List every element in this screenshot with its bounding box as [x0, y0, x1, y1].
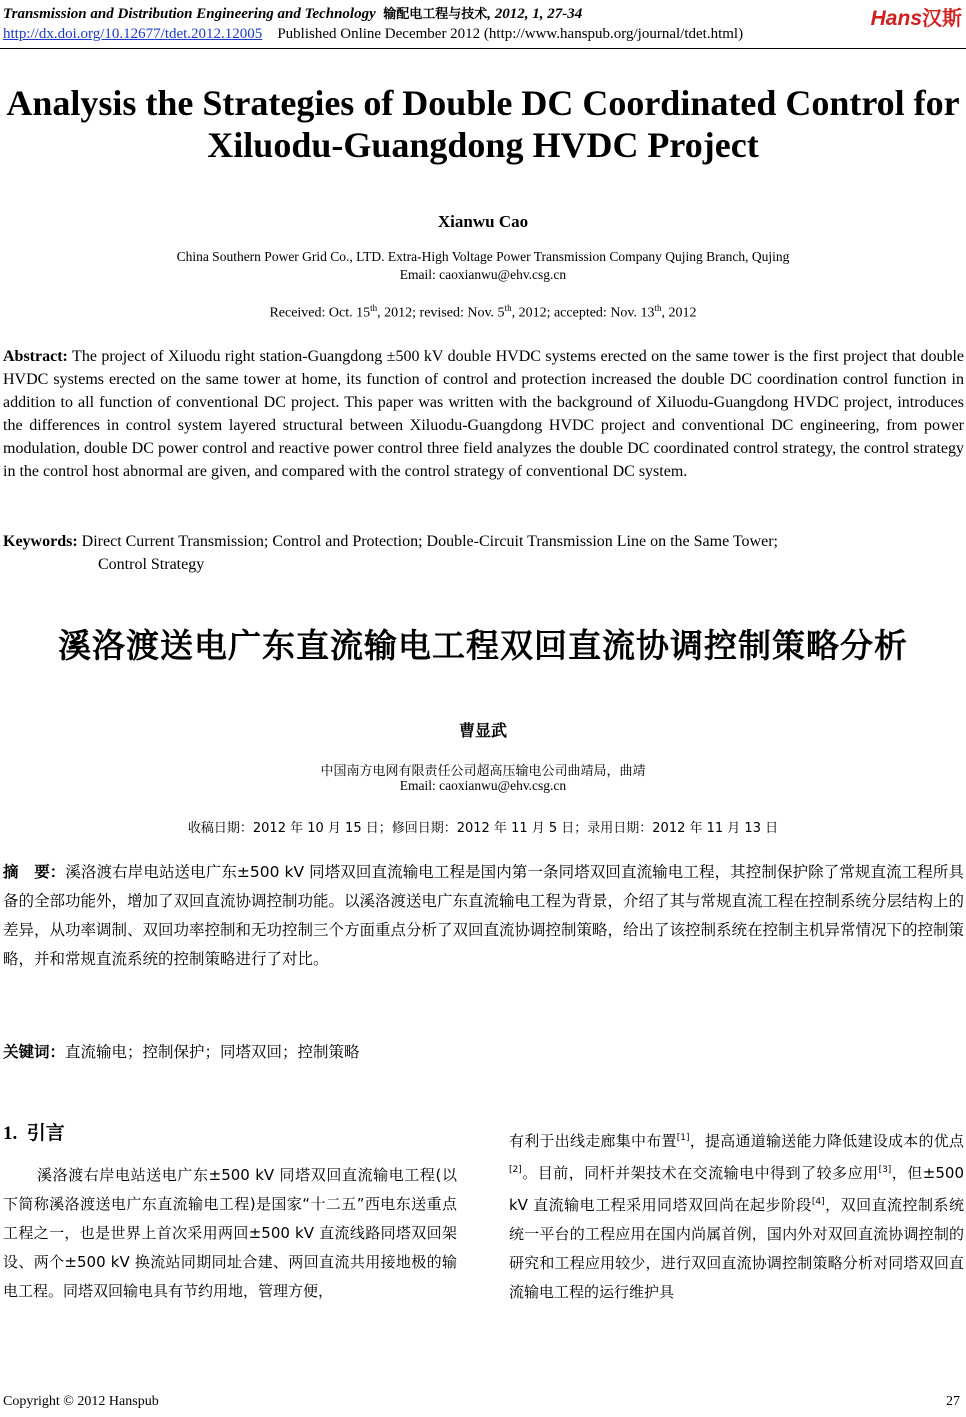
body-text: ，但±500 kV 直流输电工程采用同塔双回尚在起步阶段 [509, 1164, 964, 1214]
publisher-logo [871, 2, 962, 31]
keywords-line-1: Direct Current Transmission; Control and Protection; Double-Circuit Transmission Line on the Same Tower; [81, 533, 778, 550]
journal-name-cn: 输配电工程与技术 [383, 7, 488, 22]
copyright: Copyright © 2012 Hanspub [3, 1394, 159, 1409]
keywords-cn-text: 直流输电；控制保护；同塔双回；控制策略 [65, 1043, 360, 1061]
ordinal-suffix: th [370, 303, 378, 313]
published-info: Published Online December 2012 (http://www.hanspub.org/journal/tdet.html) [277, 26, 744, 42]
doi-link[interactable]: http://dx.doi.org/10.12677/tdet.2012.12005 [3, 26, 263, 42]
received-dates [0, 303, 966, 322]
abstract-text: The project of Xiluodu right station-Guangdong ±500 kV double HVDC systems erected on the same tower is the first project that double HVDC systems erected on the same tower at home, its function of control and protection increased the double DC coordination control function in addition to all function of conventional DC project. This paper was written with the background of Xiluodu-Guangdong HVDC project, introduces the differences in control system layered structural between Xiluodu-Guangdong HVDC project and conventional DC engineering, from power modulation, double DC power control and reactive power control three field analyzes the double DC coordinated control strategy, the control strategy in the control host abnormal are given, and compared with the control strategy of conventional DC system. [3, 348, 964, 480]
accepted-date: , 2012; accepted: Nov. 13 [511, 305, 655, 321]
journal-header [3, 3, 582, 23]
affiliation-en: China Southern Power Grid Co., LTD. Extra-High Voltage Power Transmission Company Qujing Branch, Qujing [176, 249, 790, 264]
paper-title-cn: 溪洛渡送电广东直流输电工程双回直流协调控制策略分析 [58, 626, 908, 665]
citation: [4] [811, 1197, 825, 1207]
paper-title-en [0, 82, 966, 166]
keywords-line-2: Control Strategy [98, 556, 205, 573]
abstract-cn-text: 溪洛渡右岸电站送电广东±500 kV 同塔双回直流输电工程是国内第一条同塔双回直流输电工程，其控制保护除了常规直流工程所具备的全部功能外，增加了双回直流协调控制功能。以溪洛渡送电广东直流输电工程为背景，介绍了其与常规直流工程在控制系统分层结构上的差异，从功率调制、双回功率控制和无功控制三个方面重点分析了双回直流协调控制策略，给出了该控制系统在控制主机异常情况下的控制策略，并和常规直流系统的控制策略进行了对比。 [3, 863, 965, 968]
section-title: 引言 [26, 1122, 65, 1144]
title-en-line-1: Analysis the Strategies of Double DC Coordinated Control for [6, 83, 960, 123]
author-name-cn: 曹显武 [458, 721, 507, 740]
doi-line [3, 26, 743, 43]
keywords-label: Keywords: [3, 533, 78, 550]
journal-name-en: Transmission and Distribution Engineering and Technology [3, 6, 376, 22]
intro-paragraph: 溪洛渡右岸电站送电广东±500 kV 同塔双回直流输电工程(以下简称溪洛渡送电广东直流输电工程)是国家“十二五”西电东送重点工程之一，也是世界上首次采用两回±500 kV 直流线路同塔双回架设、两个±500 kV 换流站同期同址合建、两回直流共用接地极的输电工程。同塔双回输电具有节约用地，管理方便， [3, 1166, 457, 1300]
affiliation-cn: 中国南方电网有限责任公司超高压输电公司曲靖局，曲靖 [320, 764, 646, 779]
logo-text-cn: 汉斯 [922, 6, 962, 30]
logo-text-en: Hans [870, 7, 922, 30]
journal-issue: , 2012, 1, 27-34 [487, 6, 583, 22]
citation: [3] [878, 1165, 892, 1175]
dates-cn: 收稿日期：2012 年 10 月 15 日；修回日期：2012 年 11 月 5 日；录用日期：2012 年 11 月 13 日 [187, 821, 779, 836]
body-text: ，提高通道输送能力降低建设成本的优点 [689, 1132, 964, 1150]
author-name-en: Xianwu Cao [437, 212, 529, 231]
body-text: 。目前，同杆并架技术在交流输电中得到了较多应用 [521, 1164, 879, 1182]
header-rule [0, 48, 966, 49]
received-date: Received: Oct. 15 [269, 305, 371, 321]
section-number: 1. [3, 1123, 18, 1144]
body-column-left [3, 1161, 457, 1306]
accepted-year: , 2012 [661, 305, 697, 321]
email-en: Email: caoxianwu@ehv.csg.cn [399, 267, 567, 282]
keywords-cn-label: 关键词： [3, 1043, 66, 1061]
body-text: ，双回直流控制系统统一平台的工程应用在国内尚属首例，国内外对双回直流协调控制的研究和工程应用较少，进行双回直流协调控制策略分析对同塔双回直流输电工程的运行维护具 [509, 1196, 964, 1301]
email-cn: Email: caoxianwu@ehv.csg.cn [399, 778, 567, 793]
citation: [1] [676, 1133, 690, 1143]
page-number: 27 [946, 1394, 960, 1409]
keywords-cn [3, 1040, 360, 1062]
body-column-right [509, 1124, 964, 1307]
keywords-en [3, 530, 964, 576]
abstract-cn-label: 摘 要： [3, 863, 66, 881]
ordinal-suffix: th [504, 303, 512, 313]
abstract-label: Abstract: [3, 348, 68, 365]
section-heading [3, 1118, 65, 1145]
body-text: 有利于出线走廊集中布置 [509, 1132, 677, 1150]
citation: [2] [509, 1165, 522, 1175]
title-en-line-2: Xiluodu-Guangdong HVDC Project [207, 125, 759, 165]
ordinal-suffix: th [654, 303, 662, 313]
abstract-en [3, 345, 964, 483]
revised-date: , 2012; revised: Nov. 5 [377, 305, 505, 321]
abstract-cn [3, 858, 964, 974]
